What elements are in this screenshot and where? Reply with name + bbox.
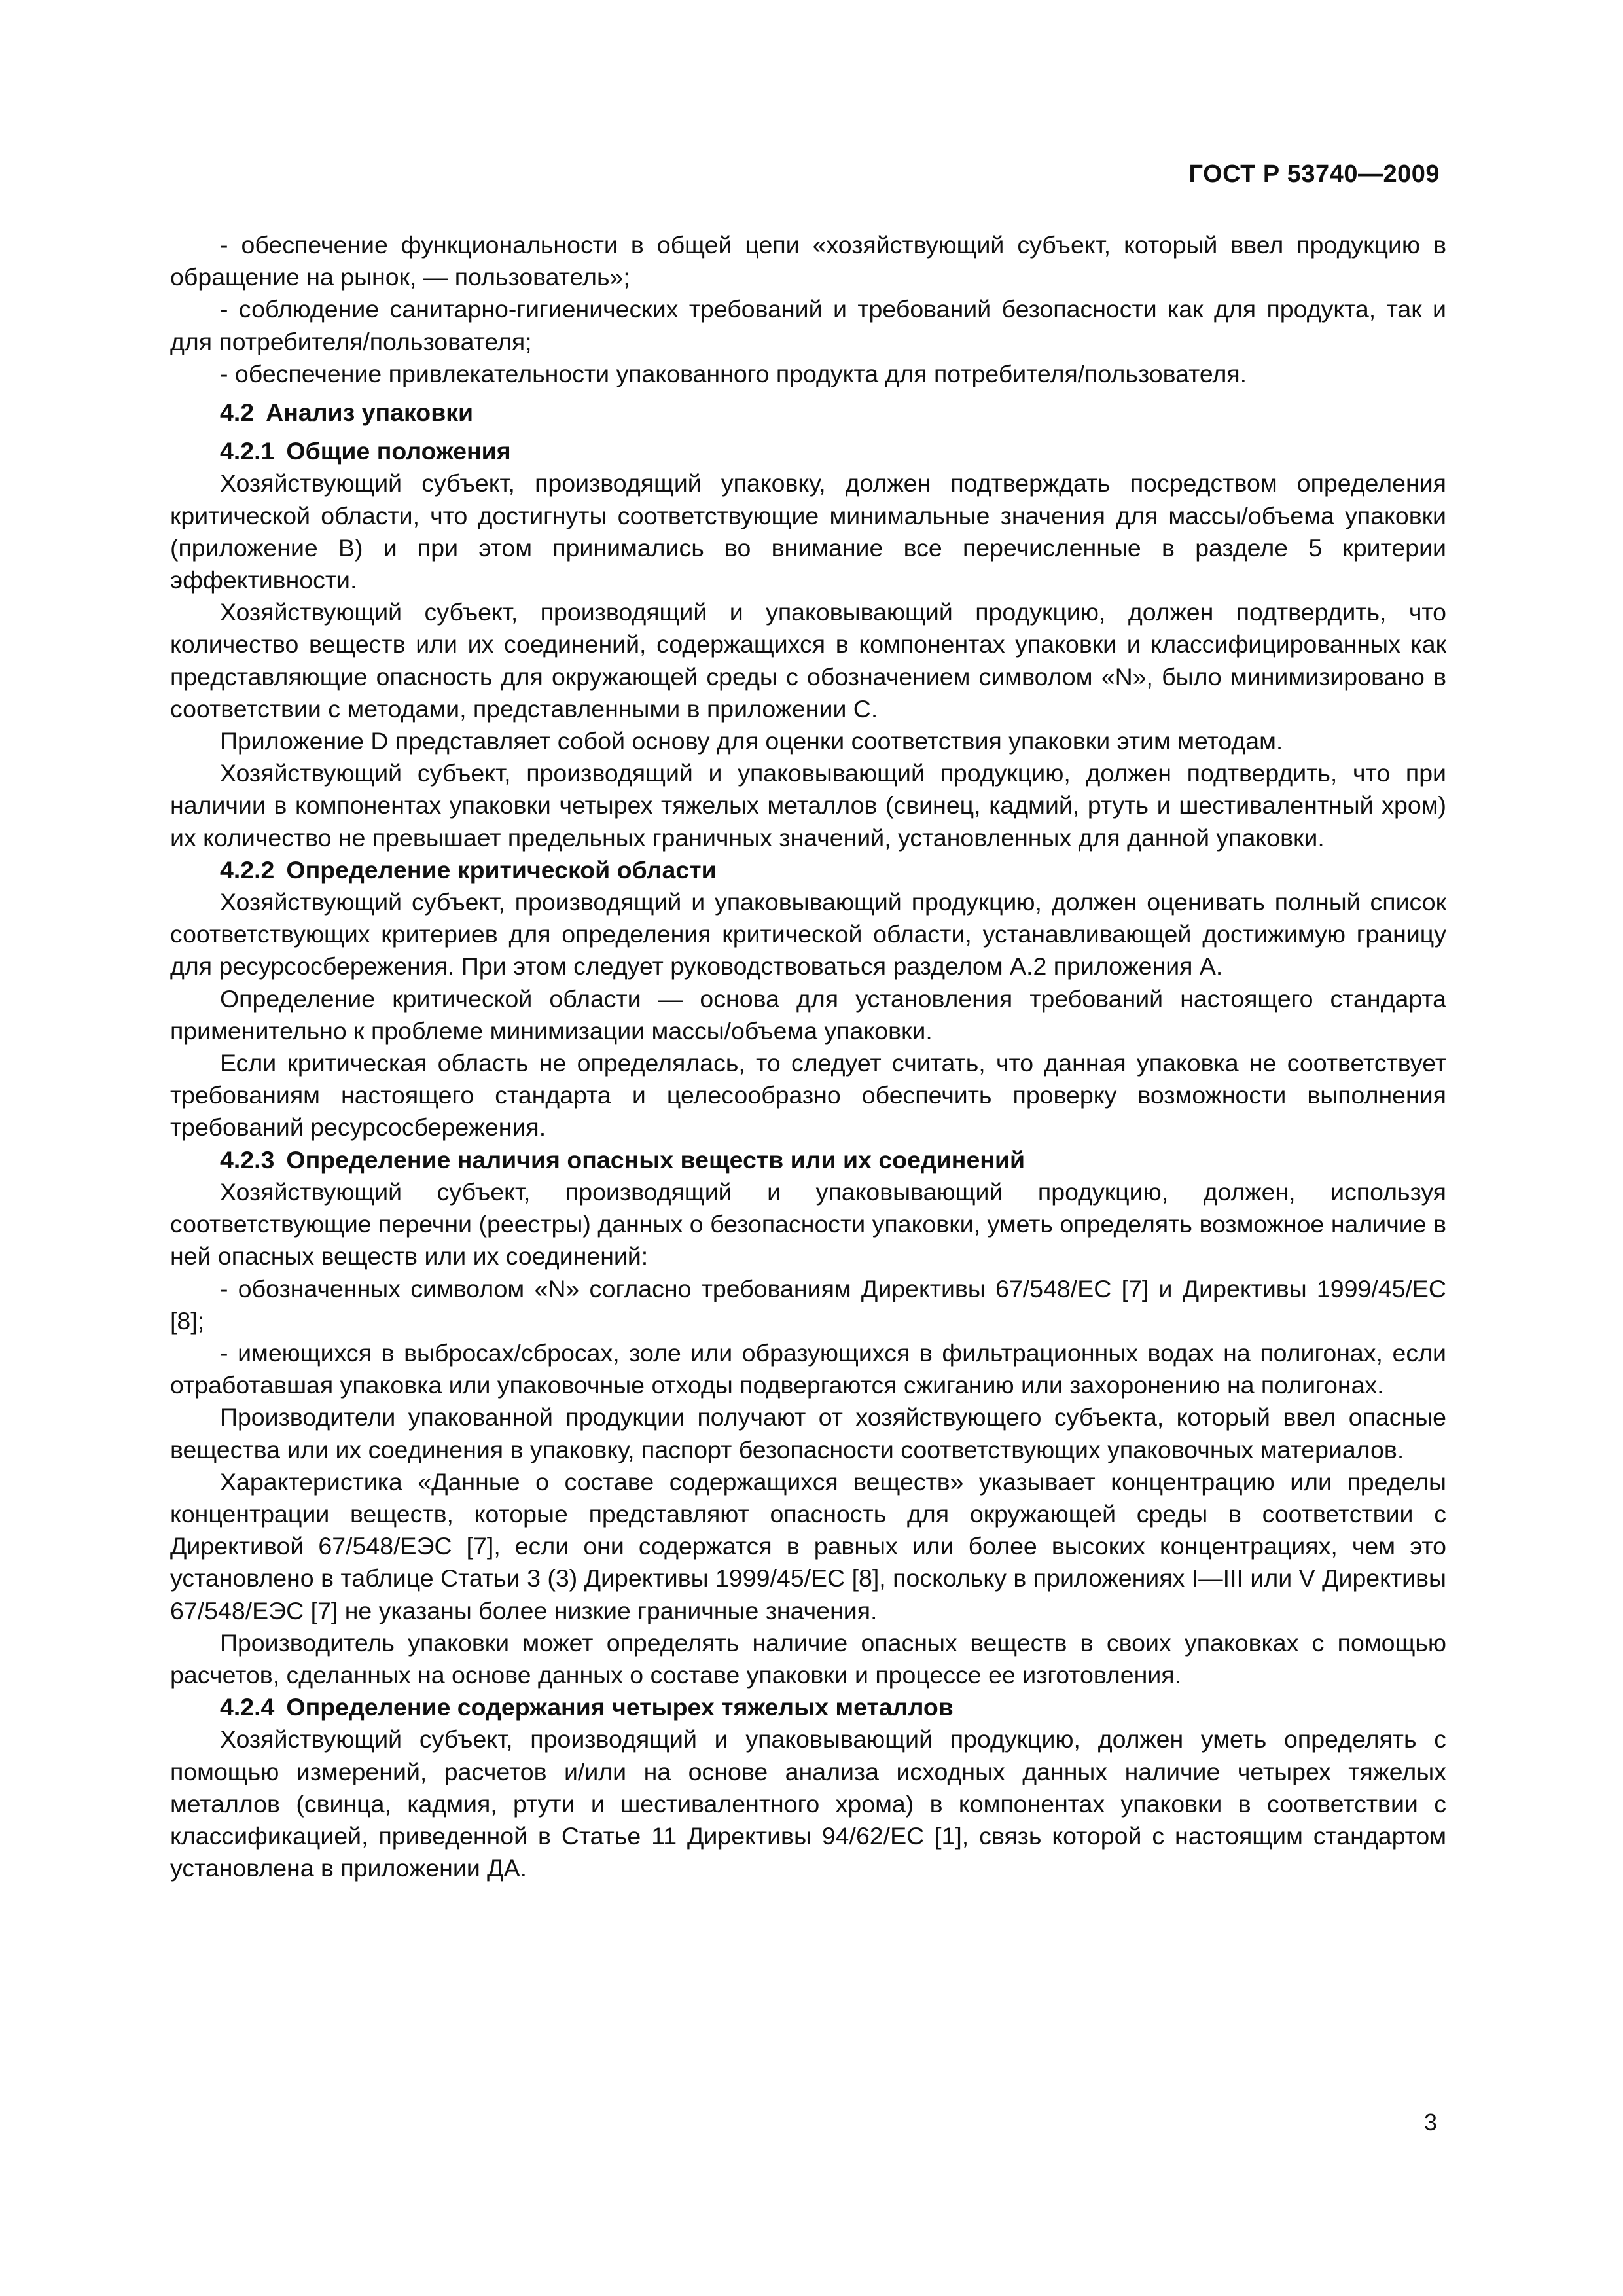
paragraph: Производители упакованной продукции получают от хозяйствующего субъекта, который ввел опасные вещества или их соединения в упаковку, паспорт безопасности соответствующих упаковочных материалов. [170, 1403, 1446, 1463]
subsection-title: Определение наличия опасных веществ или их соединений [286, 1145, 1026, 1174]
subsection-number: 4.2.3 [220, 1145, 275, 1174]
subsection-number: 4.2.4 [220, 1693, 275, 1721]
list-item: - имеющихся в выбросах/сбросах, золе или образующихся в фильтрационных водах на полигонах, если отработавшая упаковка или упаковочные отходы подвергаются сжиганию или захоронению на полигонах. [170, 1338, 1446, 1399]
subsection-number: 4.2.1 [220, 437, 275, 465]
paragraph: Производитель упаковки может определять наличие опасных веществ в своих упаковках с помощью расчетов, сделанных на основе данных о составе упаковки и процессе ее изготовления. [170, 1628, 1446, 1689]
subsection-heading-4-2-2 [170, 854, 1446, 886]
paragraph: Определение критической области — основа для установления требований настоящего стандарта применительно к проблеме минимизации массы/объема упаковки. [170, 984, 1446, 1045]
list-item: - обозначенных символом «N» согласно требованиям Директивы 67/548/ЕС [7] и Директивы 1999/45/ЕС [8]; [170, 1274, 1446, 1335]
paragraph: Хозяйствующий субъект, производящий и упаковывающий продукцию, должен, используя соответствующие перечни (реестры) данных о безопасности упаковки, уметь определять возможное наличие в ней опасных веществ или их соединений: [170, 1177, 1446, 1270]
subsection-title: Общие положения [286, 437, 511, 465]
page-number: 3 [1423, 2109, 1437, 2136]
paragraph: Хозяйствующий субъект, производящий и упаковывающий продукцию, должен оценивать полный список соответствующих критериев для определения критической области, устанавливающей достижимую границу для ресурсосбережения. При этом следует руководствоваться разделом А.2 приложения А. [170, 888, 1446, 980]
section-number: 4.2 [220, 399, 255, 427]
list-item: - обеспечение привлекательности упакованного продукта для потребителя/пользователя. [220, 359, 1247, 387]
paragraph: Характеристика «Данные о составе содержащихся веществ» указывает концентрацию или пределы концентрации веществ, которые представляют опасность для окружающей среды в соответствии с Директивой 67/548/ЕЭС [7], если они содержатся в равных или более высоких концентрациях, чем это установлено в таблице Статьи 3 (3) Директивы 1999/45/ЕС [8], поскольку в приложениях I—III или V Директивы 67/548/ЕЭС [7] не указаны более низкие граничные значения. [170, 1467, 1446, 1624]
section-title: Анализ упаковки [266, 399, 474, 427]
subsection-heading-4-2-4 [170, 1691, 1446, 1723]
subsection-title: Определение критической области [286, 855, 717, 884]
paragraph: Хозяйствующий субъект, производящий и упаковывающий продукцию, должен подтвердить, что количество веществ или их соединений, содержащихся в компонентах упаковки и классифицированных как представляющие опасность для окружающей среды с обозначением символом «N», было минимизировано в соответствии с методами, представленными в приложении С. [170, 598, 1446, 723]
paragraph: Если критическая область не определялась, то следует считать, что данная упаковка не соответствует требованиям настоящего стандарта и целесообразно обеспечить проверку возможности выполнения требований ресурсосбережения. [170, 1049, 1446, 1141]
subsection-heading-4-2-3 [170, 1144, 1446, 1176]
list-item: - обеспечение функциональности в общей цепи «хозяйствующий субъект, который ввел продукцию в обращение на рынок, — пользователь»; [170, 231, 1446, 291]
paragraph: Хозяйствующий субъект, производящий и упаковывающий продукцию, должен подтвердить, что при наличии в компонентах упаковки четырех тяжелых металлов (свинец, кадмий, ртуть и шестивалентный хром) их количество не превышает предельных граничных значений, установленных для данной упаковки. [170, 759, 1446, 852]
paragraph: Хозяйствующий субъект, производящий упаковку, должен подтверждать посредством определения критической области, что достигнуты соответствующие минимальные значения для массы/объема упаковки (приложение В) и при этом принимались во внимание все перечисленные в разделе 5 критерии эффективности. [170, 469, 1446, 594]
paragraph: Хозяйствующий субъект, производящий и упаковывающий продукцию, должен уметь определять с помощью измерений, расчетов и/или на основе анализа исходных данных наличие четырех тяжелых металлов (свинца, кадмия, ртути и шестивалентного хрома) в компонентах упаковки в соответствии с классификацией, приведенной в Статье 11 Директивы 94/62/ЕС [1], связь которой с настоящим стандартом установлена в приложении ДА. [170, 1725, 1446, 1882]
subsection-title: Определение содержания четырех тяжелых металлов [286, 1693, 954, 1721]
document-code: ГОСТ Р 53740—2009 [1188, 160, 1440, 188]
subsection-number: 4.2.2 [220, 855, 275, 884]
section-heading-4-2 [170, 397, 1446, 429]
paragraph: Приложение D представляет собой основу для оценки соответствия упаковки этим методам. [220, 727, 1283, 755]
list-item: - соблюдение санитарно-гигиенических требований и требований безопасности как для продукта, так и для потребителя/пользователя; [170, 295, 1446, 355]
subsection-heading-4-2-1 [170, 435, 1446, 467]
page-body [170, 229, 1446, 1884]
